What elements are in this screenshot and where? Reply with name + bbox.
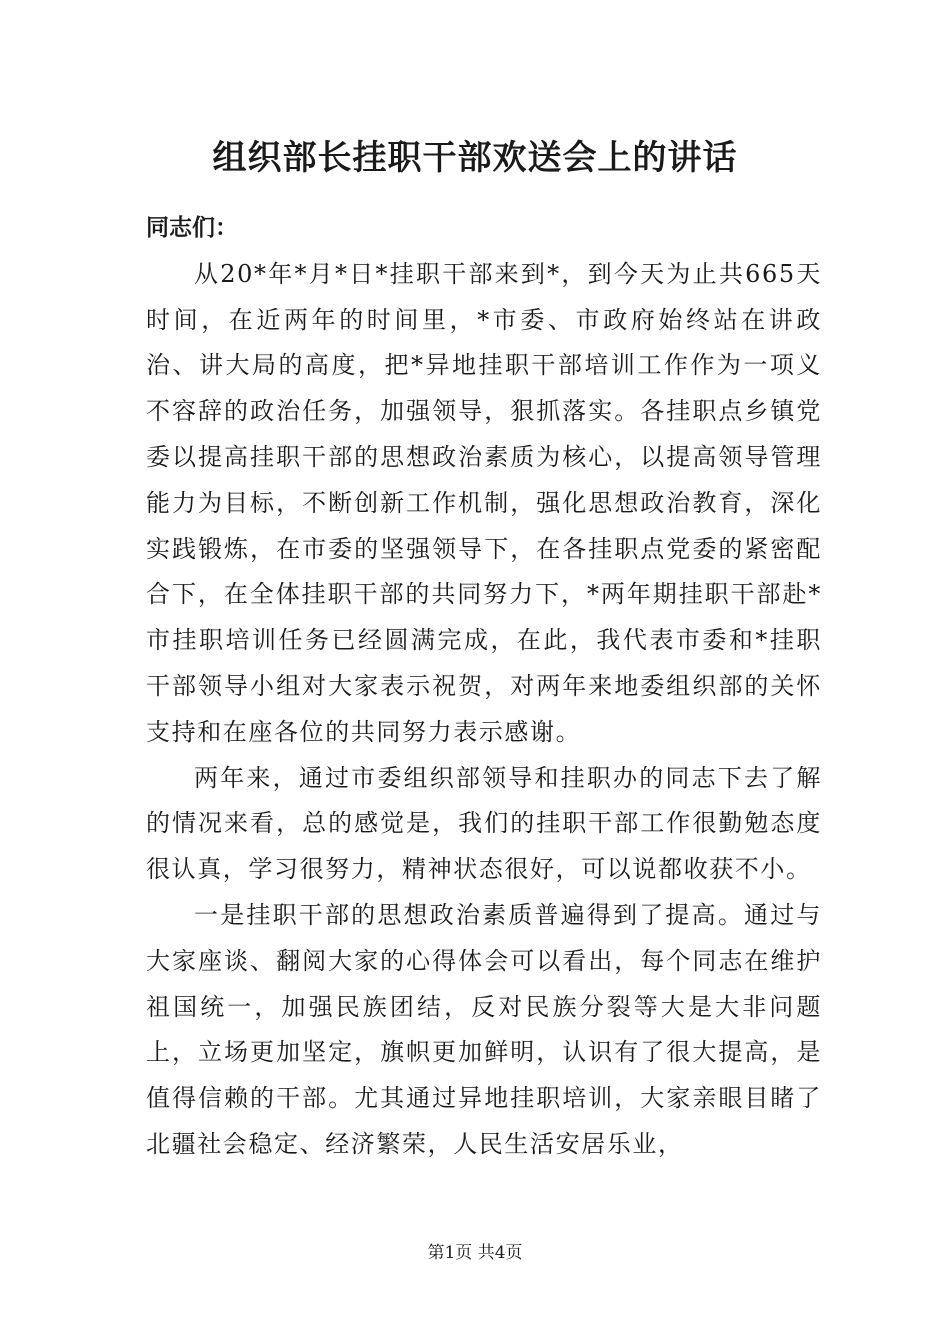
paragraph-1: 从20*年*月*日*挂职干部来到*，到今天为止共665天时间，在近两年的时间里，*市委、市政府始终站在讲政治、讲大局的高度，把*异地挂职干部培训工作作为一项义不容辞的政治任务，加强领导，狠抓落实。各挂职点乡镇党委以提高挂职干部的思想政治素质为核心，以提高领导管理能力为目标，不断创新工作机制，强化思想政治教育，深化实践锻炼，在市委的坚强领导下，在各挂职点党委的紧密配合下，在全体挂职干部的共同努力下，*两年期挂职干部赴*市挂职培训任务已经圆满完成，在此，我代表市委和*挂职干部领导小组对大家表示祝贺，对两年来地委组织部的关怀支持和在座各位的共同努力表示感谢。	[146, 259, 822, 746]
document-body	[146, 206, 822, 1168]
page-footer: 第1页 共4页	[427, 1243, 523, 1263]
document-title: 组织部长挂职干部欢送会上的讲话	[212, 138, 738, 178]
paragraph-3: 一是挂职干部的思想政治素质普遍得到了提高。通过与大家座谈、翻阅大家的心得体会可以看出，每个同志在维护祖国统一，加强民族团结，反对民族分裂等大是大非问题上，立场更加坚定，旗帜更加鲜明，认识有了很大提高，是值得信赖的干部。尤其通过异地挂职培训，大家亲眼目睹了北疆社会稳定、经济繁荣，人民生活安居乐业，	[146, 900, 822, 1158]
salutation: 同志们：	[146, 215, 238, 241]
paragraph-2: 两年来，通过市委组织部领导和挂职办的同志下去了解的情况来看，总的感觉是，我们的挂职干部工作很勤勉态度很认真，学习很努力，精神状态很好，可以说都收获不小。	[146, 763, 822, 884]
